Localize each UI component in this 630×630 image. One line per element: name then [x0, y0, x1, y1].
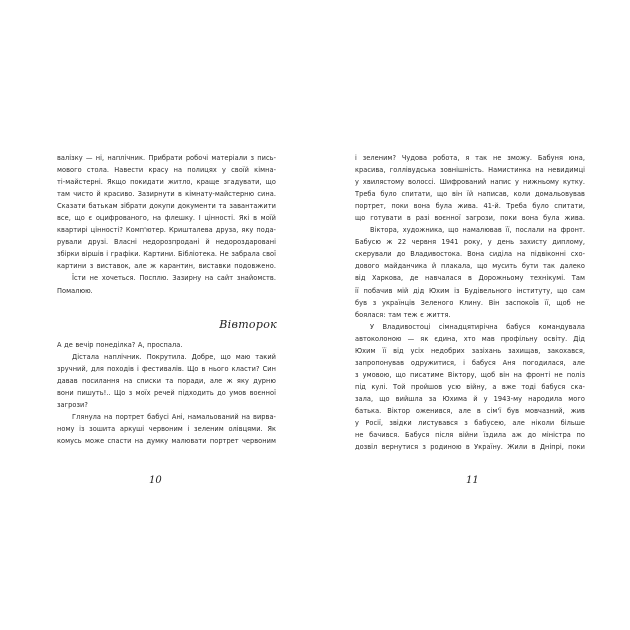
text-line: Дістала наплічник. Покрутила. Добре, що маю такий — [72, 353, 276, 362]
text-line: з умовою, що писатиме Віктору, щоб він на фронті не поліз — [355, 370, 585, 379]
text-line: зала, що вийшла за Юхима й у 1943-му народила мого — [355, 394, 585, 403]
text-line: Треба було спитати, що він їй написав, коли домальовував — [355, 190, 585, 199]
text-line: валізку — ні, наплічник. Прибрати робочі матеріали з пись- — [57, 154, 276, 162]
text-line: і зеленим? Чудова робота, я так не зможу. Бабуня юна, — [355, 154, 585, 162]
text-line: збірки віршів і графіки. Картини. Бібліотека. Не забрала свої — [57, 250, 276, 259]
text-line: А де вечір понеділка? А, проспала. — [57, 341, 183, 349]
text-line: давав посилання на списки та поради, але ж яку дурню — [57, 377, 276, 386]
section-heading: Вівторок — [219, 318, 277, 331]
text-line: ному із зошита аркуші червоним і зеленим олівцями. Як — [57, 425, 276, 434]
text-line: комусь може спасти на думку малювати портрет червоним — [57, 437, 276, 446]
text-line: Юхим її від усіх недобрих зазіхань захищав, закохався, — [355, 346, 585, 355]
text-line: у хвилястому волоссі. Шифрований напис у нижньому кутку. — [355, 178, 585, 187]
text-line: Їсти не хочеться. Посплю. Зазирну на сайт знайомств. — [72, 274, 276, 283]
text-line: Віктора, художника, що намалював її, послали на фронт. — [370, 226, 585, 235]
right-page — [315, 0, 630, 630]
text-line: дового майданчика й плакала, що мусить бути так далеко — [355, 262, 585, 271]
text-line: запропонував одружитися, і бабуся Аня погодилася, але — [355, 358, 585, 367]
text-line: рували друзі. Власні недорозпродані й недороздаровані — [57, 238, 276, 247]
text-line: картини з виставок, але ж карантин, виставки подовжено. — [57, 262, 276, 271]
text-line: квартирі цінності? Комп'ютер. Кришталева друза, яку пода- — [57, 226, 276, 235]
text-line: ті-майстерні. Якщо покидати житло, краще згадувати, що — [57, 178, 276, 187]
text-line: був з українців Зеленого Клину. Він заспокоїв її, щоб не — [355, 298, 585, 307]
left-top-paragraphs — [57, 152, 276, 297]
text-line: Бабусю ж 22 червня 1941 року, у день захисту диплому, — [355, 238, 585, 247]
text-line: мового стола. Навести красу на полицях у своїй кімна- — [57, 166, 276, 175]
text-line: дозвіл вернутися з родиною в Україну. Жили в Дніпрі, поки — [355, 443, 585, 452]
text-line: портрет, поки вона була жива. 41-й. Треба було спитати, — [355, 202, 585, 211]
text-line: там чисто й красиво. Зазирнути в кімнату-майстерню сина. — [57, 190, 276, 199]
text-line: що готувати в разі воєнної загрози, поки вона була жива. — [355, 214, 585, 223]
text-line: все, що є оцифрованого, на флешку. І цінності. Які в моїй — [57, 214, 276, 223]
page-number: 10 — [149, 475, 162, 486]
text-line: скерували до Владивостока. Вона сиділа на підвіконні схо- — [355, 250, 585, 259]
text-line: від Харкова, де навчалася в Дорожньому технікумі. Там — [355, 274, 585, 283]
text-line: зручний, для походів і фестивалів. Що в нього класти? Син — [57, 365, 276, 374]
text-line: Глянула на портрет бабусі Ані, намальований на вирва- — [72, 413, 276, 422]
text-line: красива, голлівудська зовнішність. Намистинка на невидимці — [355, 166, 585, 175]
text-line: Сказати батькам зібрати докупи документи та завантажити — [57, 202, 276, 211]
text-line: вони пишуть!.. Що з моїх речей підходить до умов воєнної — [57, 389, 276, 398]
text-line: не бачився. Бабуся після війни їздила аж до міністра по — [355, 431, 585, 440]
right-paragraphs — [355, 152, 585, 453]
text-line: батька. Віктор оженився, але в сім'ї був мовчазний, жив — [355, 406, 585, 415]
text-line: боялася: там теж є життя. — [355, 310, 451, 319]
text-line: У Владивостоці сімнадцятирічна бабуся командувала — [370, 322, 585, 331]
text-line: під кулі. Той пройшов усю війну, а вже тоді бабуся ска- — [355, 382, 585, 391]
left-bottom-paragraphs — [57, 339, 276, 447]
text-line: загрози? — [57, 401, 88, 410]
text-line: Помалюю. — [57, 286, 93, 295]
page-number: 11 — [466, 475, 479, 486]
text-line: автоколоною — як єдина, хто мав профільну освіту. Дід — [355, 334, 585, 343]
text-line: її побачив мій дід Юхим із Будівельного інституту, що сам — [355, 286, 585, 295]
text-line: у Росії, звідки листувався з бабусею, але ніколи більше — [355, 419, 585, 428]
